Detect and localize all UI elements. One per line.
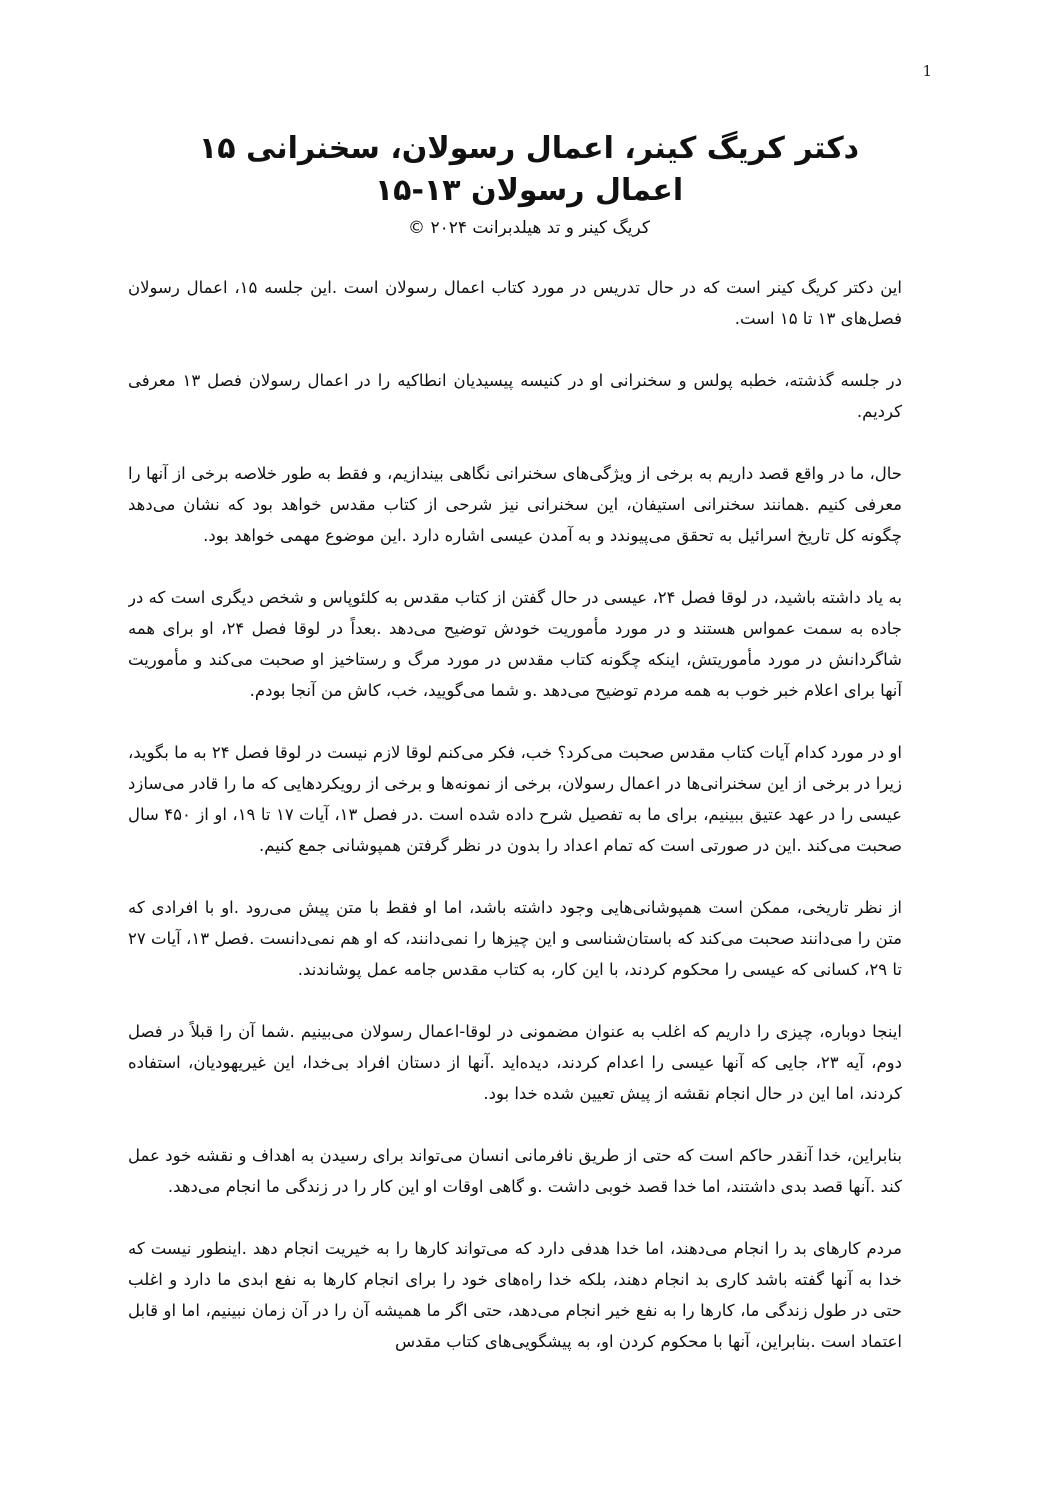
paragraph: این دکتر کریگ کینر است که در حال تدریس در مورد کتاب اعمال رسولان است .این جلسه ۱۵، اعمال رسولان فصل‌های ۱۳ تا ۱۵ است. (128, 278, 902, 328)
copyright-line: کریگ کینر و تد هیلدبرانت ۲۰۲۴ © (408, 218, 650, 238)
page-number: 1 (922, 62, 932, 80)
title-block (130, 128, 928, 242)
paragraph: مردم کارهای بد را انجام می‌دهند، اما خدا هدفی دارد که می‌تواند کارها را به خیریت انجام دهد .اینطور نیست که خدا به آنها گفته باشد کاری بد انجام دهند، بلکه خدا راه‌های خود را برای انجام کارها به نفع ابدی ما دارد و اغلب حتی در طول زندگی ما، کارها را به نفع خیر انجام می‌دهد، حتی اگر ما همیشه آن را در آن زمان نبینیم، اما او قابل اعتماد است .بنابراین، آنها با محکوم کردن او، به پیشگویی‌های کتاب مقدس (128, 1239, 902, 1351)
body-text (128, 272, 902, 1472)
paragraph: به یاد داشته باشید، در لوقا فصل ۲۴، عیسی در حال گفتن از کتاب مقدس به کلئوپاس و شخص دیگری است که در جاده به سمت عمواس هستند و در مورد مأموریت خودش توضیح می‌دهد .بعداً در لوقا فصل ۲۴، او برای همه شاگردانش در مورد مأموریتش، اینکه چگونه کتاب مقدس در مورد مرگ و رستاخیز او صحبت می‌کند و مأموریت آنها برای اعلام خبر خوب به همه مردم توضیح می‌دهد .و شما می‌گویید، خب، کاش من آنجا بودم. (128, 588, 902, 700)
paragraph: حال، ما در واقع قصد داریم به برخی از ویژگی‌های سخنرانی نگاهی بیندازیم، و فقط به طور خلاصه برخی از آنها را معرفی کنیم .همانند سخنرانی استیفان، این سخنرانی نیز شرحی از کتاب مقدس خواهد بود که نشان می‌دهد چگونه کل تاریخ اسرائیل به تحقق می‌پیوندد و به آمدن عیسی اشاره دارد .این موضوع مهمی خواهد بود. (128, 464, 902, 545)
paragraph: او در مورد کدام آیات کتاب مقدس صحبت می‌کرد؟ خب، فکر می‌کنم لوقا لازم نیست در لوقا فصل ۲۴ به ما بگوید، زیرا در برخی از این سخنرانی‌ها در اعمال رسولان، برخی از نمونه‌ها و برخی از رویکردهایی که ما را قادر می‌سازد عیسی را در عهد عتیق ببینیم، برای ما به تفصیل شرح داده شده است .در فصل ۱۳، آیات ۱۷ تا ۱۹، او از ۴۵۰ سال صحبت می‌کند .این در صورتی است که تمام اعداد را بدون در نظر گرفتن همپوشانی جمع کنیم. (128, 743, 902, 855)
paragraph: بنابراین، خدا آنقدر حاکم است که حتی از طریق نافرمانی انسان می‌تواند برای رسیدن به اهداف و نقشه خود عمل کند .آنها قصد بدی داشتند، اما خدا قصد خوبی داشت .و گاهی اوقات او این کار را در زندگی ما انجام می‌دهد. (128, 1146, 902, 1196)
document-title-line-1: دکتر کریگ کینر، اعمال رسولان، سخنرانی ۱۵ (198, 131, 860, 166)
paragraph: در جلسه گذشته، خطبه پولس و سخنرانی او در کنیسه پیسیدیان انطاکیه را در اعمال رسولان فصل ۱۳ معرفی کردیم. (128, 371, 902, 421)
document-title-line-2: اعمال رسولان ۱۳-۱۵ (374, 173, 684, 208)
paragraph: از نظر تاریخی، ممکن است همپوشانی‌هایی وجود داشته باشد، اما او فقط با متن پیش می‌رود .او با افرادی که متن را می‌دانند صحبت می‌کند که باستان‌شناسی و این چیزها را نمی‌دانند، که او هم نمی‌دانست .فصل ۱۳، آیات ۲۷ تا ۲۹، کسانی که عیسی را محکوم کردند، با این کار، به کتاب مقدس جامه عمل پوشاندند. (128, 898, 902, 979)
paragraph: اینجا دوباره، چیزی را داریم که اغلب به عنوان مضمونی در لوقا-اعمال رسولان می‌بینیم .شما آن را قبلاً در فصل دوم، آیه ۲۳، جایی که آنها عیسی را اعدام کردند، دیده‌اید .آنها از دستان افراد بی‌خدا، این غیریهودیان، استفاده کردند، اما این در حال انجام نقشه از پیش تعیین شده خدا بود. (128, 1022, 902, 1103)
